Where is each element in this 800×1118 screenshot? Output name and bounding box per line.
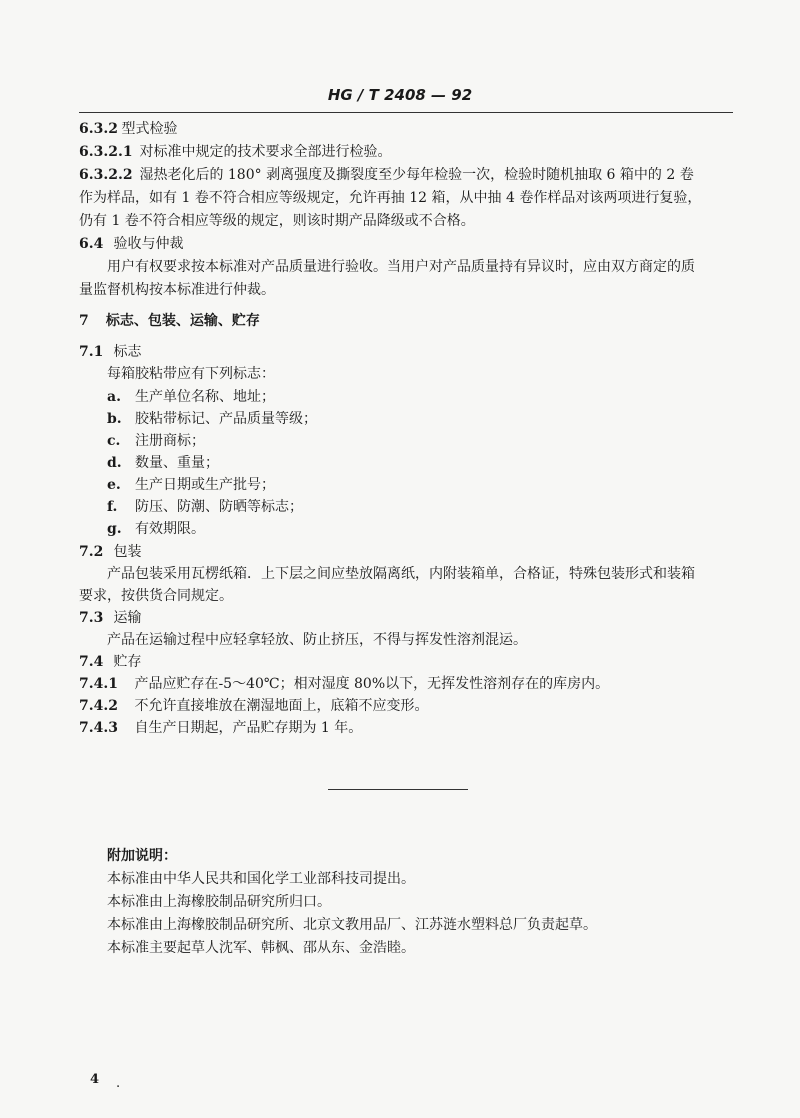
- section-number: 6.3.2.1: [79, 144, 133, 160]
- list-item-label: e.: [107, 477, 121, 493]
- list-item-text: 生产单位名称、地址；: [135, 389, 275, 405]
- section-text: 对标准中规定的技术要求全部进行检验。: [139, 144, 392, 160]
- end-divider: [328, 789, 468, 790]
- section-number: 7.1: [79, 344, 104, 360]
- standard-code-header: HG / T 2408 — 92: [327, 86, 473, 104]
- section-number: 6.3.2.2: [79, 167, 133, 183]
- list-intro: 每箱胶粘带应有下列标志：: [107, 366, 275, 382]
- list-item: [107, 410, 317, 428]
- list-item: [107, 498, 303, 516]
- notes-line: 本标准主要起草人沈军、韩枫、邵从东、金浩睦。: [107, 940, 415, 956]
- list-item: [107, 432, 205, 450]
- list-item-label: c.: [107, 433, 121, 449]
- section-title: 运输: [113, 610, 142, 626]
- section-7-4-2: [79, 697, 428, 715]
- list-item: [107, 476, 275, 494]
- section-title: 包装: [113, 544, 142, 560]
- list-item-label: g.: [107, 521, 122, 537]
- notes-line: 本标准由中华人民共和国化学工业部科技司提出。: [107, 871, 415, 887]
- section-text: 产品应贮存在-5～40℃；相对湿度 80%以下，无挥发性溶剂存在的库房内。: [134, 676, 610, 692]
- page-number: 4: [90, 1072, 100, 1087]
- header-rule: [79, 112, 733, 113]
- section-title: 型式检验: [121, 121, 178, 137]
- paragraph-line: 湿热老化后的 180° 剥离强度及撕裂度至少每年检验一次，检验时随机抽取 6 箱中的 2 卷: [139, 167, 694, 183]
- section-text: 自生产日期起，产品贮存期为 1 年。: [134, 720, 363, 736]
- section-number: 7.3: [79, 610, 104, 626]
- paragraph-line: 仍有 1 卷不符合相应等级的规定，则该时期产品降级或不合格。: [79, 213, 475, 229]
- list-item-label: b.: [107, 411, 122, 427]
- section-number: 6.3.2: [79, 121, 118, 137]
- list-item: [107, 520, 205, 538]
- section-6-3-2-2: [79, 166, 694, 184]
- notes-line: 本标准由上海橡胶制品研究所、北京文教用品厂、江苏涟水塑料总厂负责起草。: [107, 917, 597, 933]
- section-7-4: [79, 653, 141, 671]
- chapter-title: 标志、包装、运输、贮存: [105, 313, 260, 329]
- notes-title: 附加说明：: [107, 848, 177, 864]
- section-6-3-2: [79, 120, 177, 138]
- section-7-3: [79, 609, 141, 627]
- list-item-text: 防压、防潮、防晒等标志；: [135, 499, 303, 515]
- section-text: 不允许直接堆放在潮湿地面上，底箱不应变形。: [134, 698, 429, 714]
- list-item-label: a.: [107, 389, 121, 405]
- section-number: 7.4: [79, 654, 104, 670]
- list-item-text: 胶粘带标记、产品质量等级；: [135, 411, 317, 427]
- notes-line: 本标准由上海橡胶制品研究所归口。: [107, 894, 331, 910]
- section-number: 7.4.1: [79, 676, 118, 692]
- section-number: 6.4: [79, 236, 104, 252]
- section-number: 7.4.3: [79, 720, 118, 736]
- list-item-text: 注册商标；: [135, 433, 205, 449]
- section-6-4: [79, 235, 183, 253]
- footer-dot: .: [116, 1076, 121, 1091]
- section-6-3-2-1: [79, 143, 391, 161]
- section-7-2: [79, 543, 141, 561]
- paragraph-line: 量监督机构按本标准进行仲裁。: [79, 282, 275, 298]
- section-number: 7.4.2: [79, 698, 118, 714]
- list-item-label: d.: [107, 455, 122, 471]
- list-item-text: 数量、重量；: [135, 455, 219, 471]
- list-item: [107, 454, 219, 472]
- paragraph-line: 产品包装采用瓦楞纸箱．上下层之间应垫放隔离纸，内附装箱单，合格证，特殊包装形式和装箱: [107, 566, 695, 582]
- paragraph-line: 要求，按供货合同规定。: [79, 588, 233, 604]
- list-item: [107, 388, 275, 406]
- section-7-1: [79, 343, 141, 361]
- section-title: 验收与仲裁: [113, 236, 184, 252]
- section-title: 贮存: [113, 654, 142, 670]
- paragraph-line: 作为样品，如有 1 卷不符合相应等级规定，允许再抽 12 箱，从中抽 4 卷作样品对该两项进行复验，: [79, 190, 702, 206]
- list-item-text: 生产日期或生产批号；: [135, 477, 275, 493]
- section-7-4-1: [79, 675, 609, 693]
- section-number: 7.2: [79, 544, 104, 560]
- list-item-text: 有效期限。: [135, 521, 205, 537]
- paragraph-line: 用户有权要求按本标准对产品质量进行验收。当用户对产品质量持有异议时，应由双方商定的质: [107, 259, 695, 275]
- list-item-label: f.: [107, 499, 118, 515]
- section-title: 标志: [113, 344, 142, 360]
- section-7-4-3: [79, 719, 362, 737]
- paragraph-line: 产品在运输过程中应轻拿轻放、防止挤压，不得与挥发性溶剂混运。: [107, 632, 527, 648]
- chapter-7-heading: [79, 312, 260, 330]
- chapter-number: 7: [79, 313, 89, 329]
